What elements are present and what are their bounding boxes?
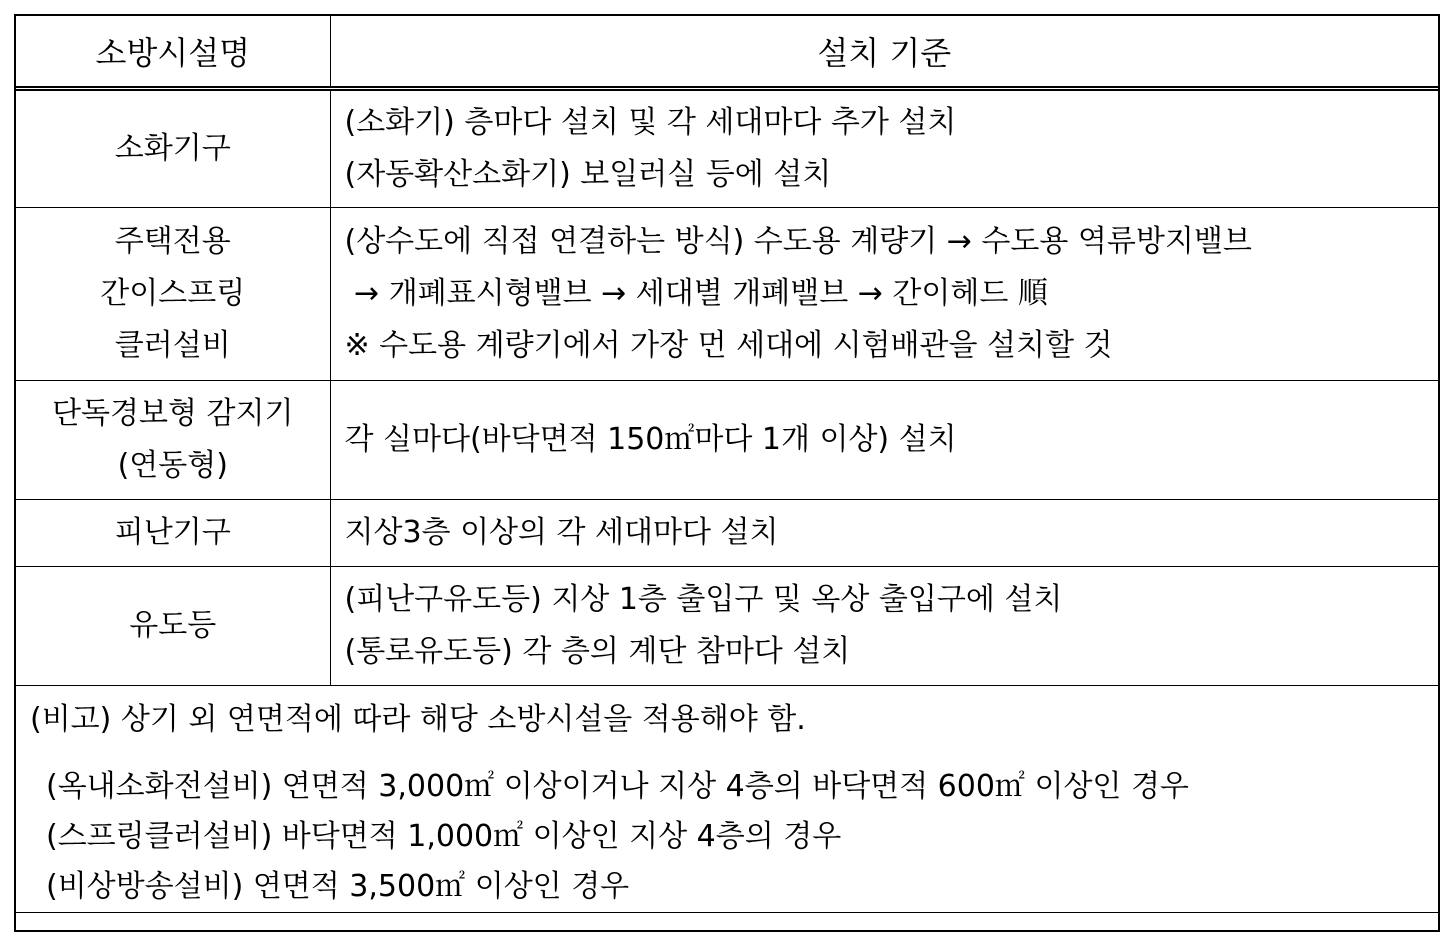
criteria-line: (피난구유도등) 지상 1층 출입구 및 옥상 출입구에 설치 xyxy=(344,582,1063,617)
fire-facility-table-frame xyxy=(14,14,1440,932)
criteria-line: → 개폐표시형밸브 → 세대별 개폐밸브 → 간이헤드 順 xyxy=(344,276,1048,311)
notes-item: (옥내소화전설비) 연면적 3,000㎡ 이상이거나 지상 4층의 바닥면적 600㎡ 이상인 경우 xyxy=(46,769,1189,804)
criteria-line: ※ 수도용 계량기에서 가장 먼 세대에 시험배관을 설치할 것 xyxy=(344,328,1113,363)
table-row xyxy=(16,500,1438,567)
table-row xyxy=(16,567,1438,686)
facility-name: 소화기구 xyxy=(114,131,231,166)
criteria-line: (소화기) 층마다 설치 및 각 세대마다 추가 설치 xyxy=(344,105,957,140)
table-row xyxy=(16,208,1438,381)
criteria-cell xyxy=(330,89,1438,208)
fire-facility-table xyxy=(16,16,1438,913)
facility-name: 피난기구 xyxy=(114,515,231,550)
header-facility-name: 소방시설명 xyxy=(16,16,330,89)
facility-name-cell xyxy=(16,500,330,567)
criteria-cell xyxy=(330,567,1438,686)
facility-name-line: (연동형) xyxy=(117,448,228,483)
criteria-cell xyxy=(330,500,1438,567)
notes-item: (비상방송설비) 연면적 3,500㎡ 이상인 경우 xyxy=(46,869,630,904)
facility-name-cell xyxy=(16,208,330,381)
facility-name-line: 간이스프링 xyxy=(100,276,246,311)
criteria-line: (통로유도등) 각 층의 계단 참마다 설치 xyxy=(344,634,851,669)
notes-item: (스프링클러설비) 바닥면적 1,000㎡ 이상인 지상 4층의 경우 xyxy=(46,819,842,854)
table-row xyxy=(16,89,1438,208)
notes-intro: (비고) 상기 외 연면적에 따라 해당 소방시설을 적용해야 함. xyxy=(30,702,806,737)
facility-name-cell xyxy=(16,89,330,208)
criteria-line: 지상3층 이상의 각 세대마다 설치 xyxy=(344,515,779,550)
table-row xyxy=(16,381,1438,500)
facility-name-line: 주택전용 xyxy=(114,224,231,259)
facility-name-line: 단독경보형 감지기 xyxy=(52,396,294,431)
criteria-cell xyxy=(330,381,1438,500)
criteria-line: 각 실마다(바닥면적 150㎡마다 1개 이상) 설치 xyxy=(344,422,957,457)
facility-name: 유도등 xyxy=(129,608,217,643)
notes-row xyxy=(16,686,1438,913)
criteria-line: (자동확산소화기) 보일러실 등에 설치 xyxy=(344,157,832,192)
facility-name-line: 클러설비 xyxy=(114,328,231,363)
criteria-line: (상수도에 직접 연결하는 방식) 수도용 계량기 → 수도용 역류방지밸브 xyxy=(344,224,1252,259)
table-header-row xyxy=(16,16,1438,89)
header-installation-criteria: 설치 기준 xyxy=(330,16,1438,89)
facility-name-cell xyxy=(16,381,330,500)
facility-name-cell xyxy=(16,567,330,686)
criteria-cell xyxy=(330,208,1438,381)
notes-cell xyxy=(16,686,1438,913)
